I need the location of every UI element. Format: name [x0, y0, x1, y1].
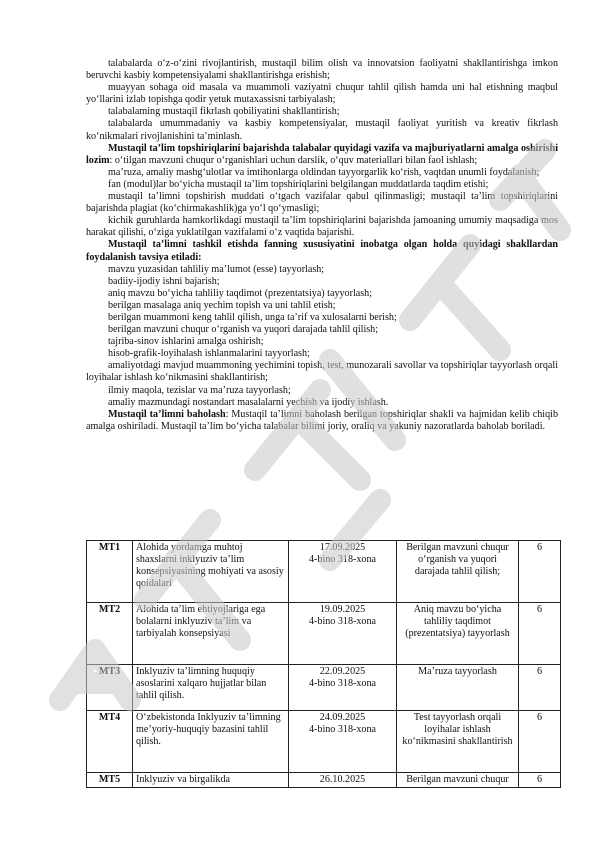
task-points: 6	[519, 541, 561, 603]
table-row	[87, 665, 561, 711]
task-place: 4-bino 318-xona	[309, 616, 376, 628]
task-code: MT5	[87, 773, 133, 788]
task-date-cell	[289, 665, 397, 711]
paragraph-text: ilmiy maqola, tezislar va ma’ruza tayyorlash;	[108, 384, 291, 396]
paragraph	[86, 409, 558, 433]
paragraph-text: mavzu yuzasidan tahliliy ma’lumot (esse) tayyorlash;	[108, 263, 325, 275]
task-date-cell	[289, 773, 397, 788]
task-place: 4-bino 318-xona	[309, 724, 376, 736]
paragraph	[86, 397, 558, 409]
paragraph	[86, 191, 558, 215]
paragraph-text: : o‘tilgan mavzuni chuqur o‘rganishlari uchun darslik, o‘quv materiallari bilan faol ishlash;	[109, 154, 478, 166]
task-date: 19.09.2025	[319, 604, 366, 615]
task-points: 6	[519, 711, 561, 773]
paragraph-text: berilgan muammoni keng tahlil qilish, unga ta’rif va xulosalarni berish;	[108, 311, 397, 323]
paragraph	[86, 348, 558, 360]
paragraph-text: berilgan masalaga aniq yechim topish va uni tahlil etish;	[108, 299, 336, 311]
paragraph	[86, 385, 558, 397]
task-code: MT3	[87, 665, 133, 711]
paragraph	[86, 58, 558, 82]
paragraph-text: : Mustaqil ta’limni baholash berilgan topshiriqlar shakli va hajmidan kelib chiqib amalga oshiriladi. Mustaqil ta’lim bo‘yicha talabalar bilimi joriy, oraliq va yakuniy nazoratlarda baholab boriladi.	[86, 408, 558, 432]
task-points: 6	[519, 773, 561, 788]
table-row	[87, 603, 561, 665]
task-code: MT1	[87, 541, 133, 603]
paragraph-text: fan (modul)lar bo‘yicha mustaqil ta’lim topshiriqlarini belgilangan muddatlarda taqdim etishi;	[108, 178, 489, 190]
task-date-cell	[289, 711, 397, 773]
paragraph	[86, 324, 558, 336]
task-date: 17.09.2025	[319, 542, 366, 553]
paragraph	[86, 118, 558, 142]
paragraph-bold-lead: Mustaqil ta’limni tashkil etishda fanning xususiyatini inobatga olgan holda quyidagi shakllardan foydalanish tavsiya etiladi:	[86, 239, 558, 263]
paragraph-text: kichik guruhlarda hamkorlikdagi mustaqil ta’lim topshiriqlarini bajarishda jamoaning umumiy maqsadiga mos harakat qilishi, o‘ziga yuklatilgan vazifalami o‘z vaqtida bajarishi.	[86, 215, 558, 239]
paragraph-text: badiiy-ijodiy ishni bajarish;	[108, 275, 220, 287]
task-topic: Alohida ta’lim ehtiyojlariga ega bolalarni inklyuziv ta’lim va tarbiyalah konsepsiyasi	[133, 603, 289, 665]
paragraph-text: ma’ruza, amaliy mashg‘ulotlar va imtihonlarga oldindan tayyorgarlik ko‘rish, vaqtdan unumli foydalanish;	[108, 166, 540, 178]
paragraph	[86, 106, 558, 118]
schedule-table	[86, 540, 561, 788]
paragraph	[86, 82, 558, 106]
paragraph	[86, 336, 558, 348]
task-code: MT2	[87, 603, 133, 665]
paragraph	[86, 264, 558, 276]
paragraph-text: mustaqil ta’limni topshirish muddati o‘tgach vazifalar qabul qilinmasligi; mustaqil ta’lim topshiriqlarini bajarishda plagiat (ko‘chirmakashlik)ga yo‘l qo‘ymasligi;	[86, 191, 558, 215]
paragraph	[86, 239, 558, 263]
document-body	[86, 58, 558, 433]
paragraph-text: amaliyotdagi mavjud muammoning yechimini topish, test, munozarali savollar va topshiriqlar tayyorlash orqali loyihalar ishlash ko‘nikmasini shakllantirish;	[86, 360, 558, 384]
paragraph	[86, 312, 558, 324]
table-row	[87, 541, 561, 603]
table-row	[87, 711, 561, 773]
task-place: 4-bino 318-xona	[309, 554, 376, 566]
paragraph	[86, 300, 558, 312]
paragraph	[86, 215, 558, 239]
task-form: Ma’ruza tayyorlash	[397, 665, 519, 711]
task-form: Test tayyorlash orqali loyihalar ishlash ko‘nikmasini shakllantirish	[397, 711, 519, 773]
task-date: 26.10.2025	[319, 774, 366, 785]
paragraph-text: talabalaming mustaqil fikrlash qobiliyatini shakllantirish;	[108, 106, 340, 118]
task-place: 4-bino 318-xona	[309, 678, 376, 690]
paragraph-text: muayyan sohaga oid masala va muammoli vaziyatni chuqur tahlil qilish hamda uni hal etishning maqbul yo‘llarini izlab topishga qodir yetuk mutaxassisni tarbiyalash;	[86, 82, 558, 106]
task-code: MT4	[87, 711, 133, 773]
task-date-cell	[289, 603, 397, 665]
paragraph-bold-lead: Mustaqil ta’lim topshiriqlarini bajarishda talabalar quyidagi vazifa va majburiyatlarni amalga oshirishi lozim	[86, 142, 558, 166]
paragraph	[86, 179, 558, 191]
task-date: 24.09.2025	[319, 712, 366, 723]
task-points: 6	[519, 665, 561, 711]
task-topic: Inklyuziv va birgalikda	[133, 773, 289, 788]
task-topic: Alohida yordamga muhtoj shaxslarni inklyuziv ta’lim konsepsiyasining mohiyati va asosiy qoidalari	[133, 541, 289, 603]
paragraph-text: talabalarda umummadaniy va kasbiy kompetensiyalar, mustaqil faoliyat yuritish va kreativ fikrlash ko‘nikmalari rivojlanishini ta’minlash.	[86, 118, 558, 142]
paragraph-text: berilgan mavzuni chuqur o‘rganish va yuqori darajada tahlil qilish;	[108, 324, 379, 336]
table-row	[87, 773, 561, 788]
paragraph	[86, 360, 558, 384]
paragraph-text: tajriba-sinov ishlarini amalga oshirish;	[108, 336, 264, 348]
paragraph-text: aniq mavzu bo‘yicha tahliliy taqdimot (prezentatsiya) tayyorlash;	[108, 287, 373, 299]
paragraph	[86, 288, 558, 300]
paragraph-text: amaliy mazmundagi nostandart masalalarni yechish va ijodiy ishlash.	[108, 396, 389, 408]
task-topic: Inklyuziv ta’limning huquqiy asoslarini xalqaro hujjatlar bilan tahlil qilish.	[133, 665, 289, 711]
task-date-cell	[289, 541, 397, 603]
task-topic: O‘zbekistonda Inklyuziv ta’limning me’yoriy-huquqiy bazasini tahlil qilish.	[133, 711, 289, 773]
paragraph-text: talabalarda o‘z-o‘zini rivojlantirish, mustaqil bilim olish va innovatsion faoliyatni shakllantirishga imkon beruvchi kasbiy kompetensiyalami shakllantirishga erishish;	[86, 58, 558, 82]
task-points: 6	[519, 603, 561, 665]
task-form: Aniq mavzu bo‘yicha tahliliy taqdimot (prezentatsiya) tayyorlash	[397, 603, 519, 665]
paragraph-bold-lead: Mustaqil ta’limni baholash	[108, 408, 226, 420]
paragraph	[86, 167, 558, 179]
task-form: Berilgan mavzuni chuqur	[397, 773, 519, 788]
task-date: 22.09.2025	[319, 666, 366, 677]
paragraph	[86, 143, 558, 167]
paragraph	[86, 276, 558, 288]
paragraph-text: hisob-grafik-loyihalash ishlanmalarini tayyorlash;	[108, 348, 310, 360]
task-form: Berilgan mavzuni chuqur o‘rganish va yuqori darajada tahlil qilish;	[397, 541, 519, 603]
